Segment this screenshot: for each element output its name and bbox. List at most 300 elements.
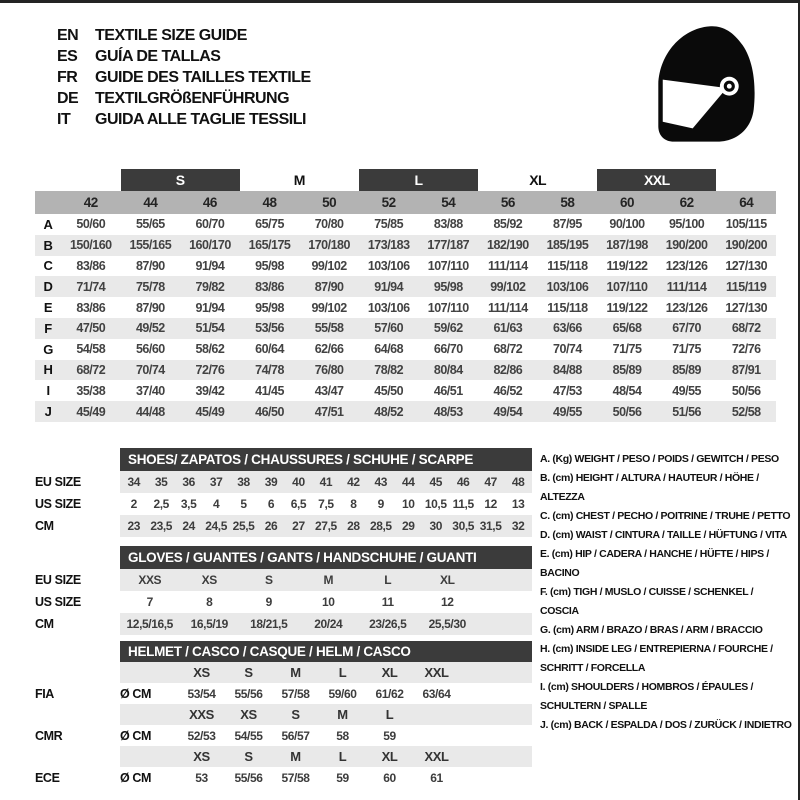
helmet-value: 59 — [383, 728, 396, 743]
size-value: 56/60 — [135, 342, 165, 357]
size-value: 53/56 — [240, 318, 300, 339]
measurement-legend — [540, 450, 794, 735]
shoes-value: 13 — [511, 497, 525, 511]
helmet-value: 57/58 — [281, 770, 310, 785]
row-letter: C — [43, 258, 53, 274]
size-value: 115/119 — [716, 276, 776, 297]
legend-item: A. (Kg) WEIGHT / PESO / POIDS / GEWITCH / PESO — [540, 453, 779, 465]
size-value: 82/86 — [478, 360, 538, 381]
helmet-size-label: XS — [225, 704, 272, 725]
size-value: 95/100 — [668, 217, 705, 232]
size-group-spacer — [716, 169, 776, 191]
measure-row-h — [35, 360, 776, 381]
gloves-value: 25,5/30 — [418, 613, 478, 635]
helmet-value: 59/60 — [328, 686, 357, 701]
size-value: 75/85 — [374, 217, 404, 232]
shoes-value: 11,5 — [452, 497, 474, 511]
legend-item: E. (cm) HIP / CADERA / HANCHE / HÜFTE / HIPS / BACINO — [540, 548, 769, 579]
shoes-value: 4 — [212, 497, 220, 511]
helmet-value: 55/56 — [234, 770, 263, 785]
gloves-row-label: EU SIZE — [35, 573, 81, 587]
row-letter: G — [43, 341, 53, 357]
helmet-sizes-row — [35, 662, 532, 683]
gloves-title: GLOVES / GUANTES / GANTS / HANDSCHUHE / GUANTI — [120, 546, 532, 569]
shoes-value: 36 — [175, 471, 202, 493]
helmet-size-label: L — [319, 662, 366, 683]
size-value: 107/110 — [427, 258, 469, 273]
size-value: 99/102 — [311, 258, 347, 273]
size-value: 75/78 — [121, 276, 181, 297]
gloves-value: 9 — [265, 595, 272, 609]
measure-row-b — [35, 235, 776, 256]
shoes-value: 2,5 — [153, 497, 169, 511]
helmet-value — [413, 725, 460, 746]
size-label: 46 — [180, 191, 240, 214]
helmet-unit-label: Ø CM — [120, 770, 152, 785]
gloves-value: XL — [418, 569, 478, 591]
helmet-unit-spacer — [120, 704, 178, 725]
language-code: FR — [57, 69, 78, 86]
shoes-value: 47 — [477, 471, 504, 493]
helmet-value: 53 — [195, 770, 208, 785]
shoes-value: 10,5 — [424, 497, 447, 511]
size-value: 111/114 — [488, 300, 528, 315]
size-value: 177/187 — [418, 235, 478, 256]
helmet-standard-row-ece — [35, 767, 532, 788]
language-row — [57, 25, 311, 46]
shoes-value: 24,5 — [202, 515, 229, 537]
size-group-spacer — [35, 169, 121, 191]
size-value: 83/86 — [76, 300, 106, 315]
language-code: ES — [57, 48, 78, 65]
size-value: 46/50 — [240, 401, 300, 422]
size-value: 52/58 — [716, 401, 776, 422]
shoes-row-eu-size — [35, 471, 532, 493]
gloves-value: S — [239, 569, 299, 591]
gloves-row-label: CM — [35, 617, 54, 631]
size-label: 58 — [538, 191, 598, 214]
size-value: 74/78 — [240, 360, 300, 381]
size-value: 190/200 — [657, 235, 717, 256]
guide-title: TEXTILGRÖßENFÜHRUNG — [95, 90, 290, 107]
shoes-value: 40 — [285, 471, 312, 493]
gloves-row-cm — [35, 613, 532, 635]
gloves-value: 23/26,5 — [358, 613, 418, 635]
gloves-filler — [477, 591, 532, 613]
shoes-value: 44 — [395, 471, 422, 493]
size-value: 111/114 — [657, 276, 717, 297]
helmet-size-label: L — [366, 704, 413, 725]
size-value: 87/95 — [553, 217, 582, 232]
size-value: 111/114 — [488, 258, 528, 273]
helmet-size-label: S — [272, 704, 319, 725]
size-value: 79/82 — [180, 276, 240, 297]
shoes-value: 7,5 — [318, 497, 334, 511]
size-value: 47/53 — [553, 383, 582, 398]
size-value: 91/94 — [359, 276, 419, 297]
gloves-value: 18/21,5 — [239, 613, 299, 635]
gloves-value: L — [358, 569, 418, 591]
helmet-size-label: L — [319, 746, 366, 767]
helmet-value: 52/53 — [187, 728, 216, 743]
size-value: 70/74 — [553, 342, 582, 357]
size-value: 103/106 — [367, 258, 410, 273]
shoes-value: 2 — [130, 497, 137, 511]
size-value: 41/45 — [255, 383, 284, 398]
racing-helmet-icon — [650, 23, 762, 145]
size-value: 85/89 — [597, 360, 657, 381]
size-value: 49/54 — [478, 401, 538, 422]
size-value: 49/52 — [121, 318, 181, 339]
language-title-list — [57, 25, 311, 130]
size-value: 35/38 — [76, 383, 106, 398]
shoes-row-label: EU SIZE — [35, 475, 81, 489]
size-value: 50/56 — [731, 383, 761, 398]
helmet-size-label: XS — [178, 746, 225, 767]
size-value: 165/175 — [240, 235, 300, 256]
size-value: 39/42 — [195, 383, 225, 398]
size-value: 60/70 — [195, 217, 225, 232]
helmet-size-table — [35, 641, 532, 788]
helmet-size-label — [413, 704, 460, 725]
size-value: 127/130 — [725, 300, 768, 315]
size-value: 47/50 — [61, 318, 121, 339]
helmet-standard-label: ECE — [35, 770, 60, 785]
guide-title: GUIDA ALLE TAGLIE TESSILI — [95, 111, 306, 128]
shoes-value: 31,5 — [477, 515, 504, 537]
size-label: 48 — [240, 191, 300, 214]
gloves-value: XS — [180, 569, 240, 591]
shoes-value: 30 — [422, 515, 449, 537]
helmet-unit-label: Ø CM — [120, 728, 152, 743]
legend-item: B. (cm) HEIGHT / ALTURA / HAUTEUR / HÖHE / ALTEZZA — [540, 472, 759, 503]
size-value: 84/88 — [538, 360, 598, 381]
size-value: 65/75 — [255, 217, 284, 232]
helmet-sizes-spacer — [35, 704, 120, 725]
helmet-unit-label: Ø CM — [120, 686, 152, 701]
size-value: 115/118 — [547, 300, 588, 315]
helmet-value: 54/55 — [234, 728, 263, 743]
size-label: 56 — [478, 191, 538, 214]
gloves-value: XXS — [120, 569, 180, 591]
helmet-filler — [460, 662, 532, 683]
shoes-value: 32 — [504, 515, 532, 537]
size-label: 52 — [359, 191, 419, 214]
gloves-title-spacer — [35, 546, 120, 569]
helmet-filler — [460, 746, 532, 767]
shoes-title: SHOES/ ZAPATOS / CHAUSSURES / SCHUHE / SCARPE — [120, 448, 532, 471]
size-value: 90/100 — [609, 217, 645, 232]
size-group-row — [35, 169, 776, 191]
language-code: DE — [57, 90, 79, 107]
size-value: 57/60 — [359, 318, 419, 339]
size-group-xxl: XXL — [597, 169, 716, 191]
size-value: 87/90 — [135, 258, 165, 273]
gloves-value: 12 — [440, 595, 454, 609]
helmet-filler — [460, 767, 532, 788]
helmet-size-label: M — [272, 662, 319, 683]
helmet-size-label: XXL — [413, 662, 460, 683]
size-value: 51/56 — [657, 401, 717, 422]
helmet-size-label: S — [225, 662, 272, 683]
shoes-value: 37 — [202, 471, 229, 493]
size-value: 44/48 — [121, 401, 181, 422]
guide-title: GUIDE DES TAILLES TEXTILE — [95, 69, 311, 86]
size-value: 48/54 — [612, 383, 642, 398]
size-group-s: S — [121, 169, 240, 191]
shoes-value: 6 — [267, 497, 275, 511]
measure-row-c — [35, 256, 776, 277]
shoes-value: 28 — [340, 515, 367, 537]
legend-item: C. (cm) CHEST / PECHO / POITRINE / TRUHE / PETTO — [540, 510, 791, 522]
legend-item: F. (cm) TIGH / MUSLO / CUISSE / SCHENKEL / COSCIA — [540, 586, 754, 617]
shoes-value: 34 — [120, 471, 147, 493]
size-header-spacer — [35, 191, 61, 214]
helmet-value: 56/57 — [281, 728, 310, 743]
measure-row-d — [35, 276, 776, 297]
shoes-value: 5 — [240, 497, 247, 511]
helmet-value: 63/64 — [422, 686, 451, 701]
helmet-title-row — [35, 641, 532, 662]
size-value: 127/130 — [725, 258, 768, 273]
size-label: 64 — [716, 191, 776, 214]
size-value: 50/56 — [597, 401, 657, 422]
shoes-value: 3,5 — [180, 497, 197, 511]
size-value: 46/51 — [433, 383, 463, 398]
size-value: 54/58 — [76, 342, 106, 357]
gloves-value: 11 — [381, 595, 394, 609]
helmet-value: 60 — [383, 770, 396, 785]
size-value: 185/195 — [538, 235, 598, 256]
shoes-row-label: CM — [35, 519, 54, 533]
size-value: 105/115 — [725, 217, 767, 232]
gloves-value: M — [299, 569, 359, 591]
helmet-value: 55/56 — [234, 686, 263, 701]
size-value: 150/160 — [61, 235, 121, 256]
size-value: 95/98 — [255, 300, 284, 315]
helmet-title: HELMET / CASCO / CASQUE / HELM / CASCO — [120, 641, 532, 662]
size-value: 71/75 — [672, 342, 701, 357]
measure-row-j — [35, 401, 776, 422]
helmet-sizes-row — [35, 746, 532, 767]
size-value: 67/70 — [657, 318, 717, 339]
shoes-value: 41 — [312, 471, 339, 493]
size-value: 50/60 — [76, 217, 106, 232]
language-code: IT — [57, 111, 71, 128]
size-value: 68/72 — [61, 360, 121, 381]
size-value: 91/94 — [195, 258, 225, 273]
helmet-value: 57/58 — [281, 686, 310, 701]
gloves-filler — [477, 613, 532, 635]
helmet-value: 58 — [336, 728, 349, 743]
shoes-value: 43 — [367, 471, 394, 493]
measure-row-g — [35, 339, 776, 360]
helmet-standard-label: FIA — [35, 686, 54, 701]
size-value: 76/80 — [299, 360, 359, 381]
size-value: 83/86 — [240, 276, 300, 297]
size-value: 107/110 — [427, 300, 469, 315]
shoes-value: 23,5 — [147, 515, 174, 537]
size-value: 107/110 — [597, 276, 657, 297]
size-value: 103/106 — [367, 300, 410, 315]
size-value: 71/74 — [61, 276, 121, 297]
size-value: 99/102 — [478, 276, 538, 297]
helmet-size-label: XL — [366, 662, 413, 683]
gloves-filler — [477, 569, 532, 591]
row-letter: B — [35, 235, 61, 256]
helmet-value: 61/62 — [375, 686, 404, 701]
size-value: 85/89 — [657, 360, 717, 381]
legend-item: J. (cm) BACK / ESPALDA / DOS / ZURÜCK / INDIETRO — [540, 719, 792, 731]
textile-size-table — [35, 169, 776, 422]
shoes-value: 38 — [230, 471, 257, 493]
helmet-standard-row-fia — [35, 683, 532, 704]
size-value: 48/53 — [418, 401, 478, 422]
size-value: 45/50 — [374, 383, 404, 398]
shoes-size-table — [35, 448, 532, 537]
helmet-value: 53/54 — [187, 686, 216, 701]
helmet-title-spacer — [35, 641, 120, 662]
size-value: 78/82 — [359, 360, 419, 381]
helmet-value: 61 — [430, 770, 443, 785]
size-value: 80/84 — [418, 360, 478, 381]
language-row — [57, 46, 311, 67]
row-letter: F — [35, 318, 61, 339]
size-group-m: M — [293, 172, 305, 188]
language-row — [57, 67, 311, 88]
helmet-size-label: M — [319, 704, 366, 725]
gloves-row-us-size — [35, 591, 532, 613]
shoes-value: 29 — [395, 515, 422, 537]
shoes-row-label: US SIZE — [35, 497, 81, 511]
size-value: 49/55 — [672, 383, 701, 398]
legend-item: D. (cm) WAIST / CINTURA / TAILLE / HÜFTUNG / VITA — [540, 529, 787, 541]
row-letter: E — [43, 300, 53, 316]
size-value: 155/165 — [121, 235, 181, 256]
gloves-value: 16,5/19 — [180, 613, 240, 635]
size-value: 103/106 — [538, 276, 598, 297]
helmet-size-label: XXS — [178, 704, 225, 725]
shoes-value: 30,5 — [449, 515, 476, 537]
measure-row-i — [35, 380, 776, 401]
size-value: 83/86 — [76, 258, 106, 273]
size-value: 45/49 — [180, 401, 240, 422]
language-row — [57, 88, 311, 109]
size-value: 83/88 — [433, 217, 463, 232]
shoes-value: 42 — [340, 471, 367, 493]
size-value: 115/118 — [547, 258, 588, 273]
row-letter: J — [35, 401, 61, 422]
helmet-size-label: S — [225, 746, 272, 767]
helmet-sizes-spacer — [35, 662, 120, 683]
size-label: 60 — [597, 191, 657, 214]
helmet-sizes-spacer — [35, 746, 120, 767]
language-row — [57, 109, 311, 130]
size-value: 65/68 — [597, 318, 657, 339]
size-value: 91/94 — [195, 300, 225, 315]
size-value: 87/90 — [299, 276, 359, 297]
size-value: 68/72 — [493, 342, 523, 357]
shoes-row-cm — [35, 515, 532, 537]
gloves-value: 12,5/16,5 — [120, 613, 180, 635]
shoes-value: 24 — [175, 515, 202, 537]
size-value: 60/64 — [255, 342, 284, 357]
size-value: 62/66 — [314, 342, 344, 357]
gloves-size-table — [35, 546, 532, 635]
row-letter: D — [35, 276, 61, 297]
measure-row-e — [35, 297, 776, 318]
size-value: 51/54 — [180, 318, 240, 339]
size-value: 43/47 — [314, 383, 344, 398]
shoes-value: 26 — [257, 515, 284, 537]
size-value: 190/200 — [716, 235, 776, 256]
size-value: 72/76 — [731, 342, 761, 357]
helmet-filler — [460, 725, 532, 746]
shoes-value: 27,5 — [312, 515, 339, 537]
size-value: 123/126 — [665, 300, 708, 315]
legend-item: I. (cm) SHOULDERS / HOMBROS / ÉPAULES / SCHULTERN / SPALLE — [540, 681, 754, 712]
row-letter: I — [46, 383, 50, 399]
gloves-row-eu-size — [35, 569, 532, 591]
size-label: 62 — [657, 191, 717, 214]
size-label: 50 — [299, 191, 359, 214]
size-value: 55/65 — [135, 217, 165, 232]
size-value: 182/190 — [478, 235, 538, 256]
shoes-value: 48 — [504, 471, 532, 493]
shoes-title-row — [35, 448, 532, 471]
shoes-value: 35 — [147, 471, 174, 493]
helmet-unit-spacer — [120, 662, 178, 683]
shoes-value: 12 — [484, 497, 497, 511]
size-value: 61/63 — [478, 318, 538, 339]
shoes-value: 9 — [377, 497, 384, 511]
size-value: 170/180 — [299, 235, 359, 256]
helmet-value: 59 — [336, 770, 349, 785]
size-label: 54 — [418, 191, 478, 214]
size-value: 55/58 — [299, 318, 359, 339]
helmet-filler — [460, 704, 532, 725]
helmet-sizes-row — [35, 704, 532, 725]
size-value: 187/198 — [597, 235, 657, 256]
guide-title: TEXTILE SIZE GUIDE — [95, 27, 247, 44]
size-label: 42 — [61, 191, 121, 214]
size-value: 99/102 — [311, 300, 347, 315]
size-value: 119/122 — [606, 300, 648, 315]
size-value: 59/62 — [418, 318, 478, 339]
gloves-title-row — [35, 546, 532, 569]
size-value: 48/52 — [359, 401, 419, 422]
size-value: 46/52 — [493, 383, 523, 398]
shoes-value: 8 — [350, 497, 357, 511]
row-letter: H — [35, 360, 61, 381]
size-value: 160/170 — [180, 235, 240, 256]
shoes-row-us-size — [35, 493, 532, 515]
size-label: 44 — [121, 191, 181, 214]
guide-title: GUÍA DE TALLAS — [95, 48, 221, 65]
language-code: EN — [57, 27, 79, 44]
shoes-value: 27 — [285, 515, 312, 537]
shoes-value: 6,5 — [290, 497, 307, 511]
helmet-size-label: M — [272, 746, 319, 767]
measure-row-f — [35, 318, 776, 339]
helmet-unit-spacer — [120, 746, 178, 767]
size-value: 70/74 — [121, 360, 181, 381]
shoes-value: 10 — [401, 497, 415, 511]
size-value: 47/51 — [299, 401, 359, 422]
size-value: 87/91 — [716, 360, 776, 381]
size-value: 173/183 — [359, 235, 419, 256]
row-letter: A — [43, 216, 53, 232]
